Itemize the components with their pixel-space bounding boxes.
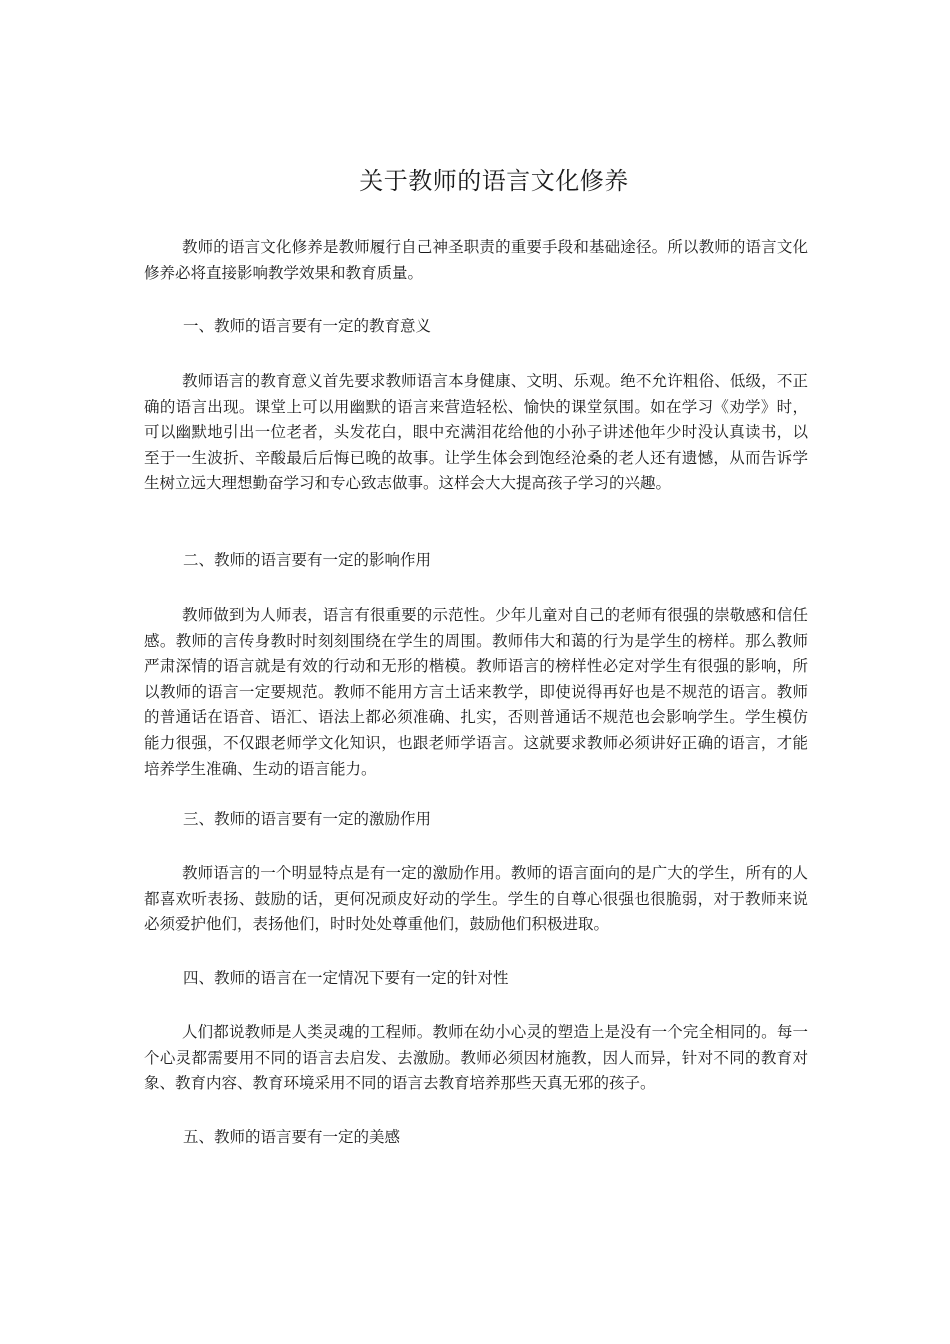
section-body-4: 人们都说教师是人类灵魂的工程师。教师在幼小心灵的塑造上是没有一个完全相同的。每一个心灵都需要用不同的语言去启发、去激励。教师必须因材施教，因人而异，针对不同的教育对象、教育内容、教育环境采用不同的语言去教育培养那些天真无邪的孩子。 xyxy=(144,1023,808,1093)
section-heading-5: 五、教师的语言要有一定的美感 xyxy=(183,1128,401,1146)
page-title: 关于教师的语言文化修养 xyxy=(359,167,629,195)
section-body-1: 教师语言的教育意义首先要求教师语言本身健康、文明、乐观。绝不允许粗俗、低级，不正确的语言出现。课堂上可以用幽默的语言来营造轻松、愉快的课堂氛围。如在学习《劝学》时，可以幽默地引出一位老者，头发花白，眼中充满泪花给他的小孙子讲述他年少时没认真读书，以至于一生波折、辛酸最后后悔已晚的故事。让学生体会到饱经沧桑的老人还有遗憾，从而告诉学生树立远大理想勤奋学习和专心致志做事。这样会大大提高孩子学习的兴趣。 xyxy=(144,372,808,493)
section-heading-2: 二、教师的语言要有一定的影响作用 xyxy=(183,551,432,569)
section-heading-3: 三、教师的语言要有一定的激励作用 xyxy=(183,810,432,828)
section-body-2: 教师做到为人师表，语言有很重要的示范性。少年儿童对自己的老师有很强的崇敬感和信任感。教师的言传身教时时刻刻围绕在学生的周围。教师伟大和蔼的行为是学生的榜样。那么教师严肃深情的语言就是有效的行动和无形的楷模。教师语言的榜样性必定对学生有很强的影响，所以教师的语言一定要规范。教师不能用方言土话来教学，即使说得再好也是不规范的语言。教师的普通话在语音、语汇、语法上都必须准确、扎实，否则普通话不规范也会影响学生。学生模仿能力很强，不仅跟老师学文化知识，也跟老师学语言。这就要求教师必须讲好正确的语言，才能培养学生准确、生动的语言能力。 xyxy=(144,606,808,778)
section-body-3: 教师语言的一个明显特点是有一定的激励作用。教师的语言面向的是广大的学生，所有的人都喜欢听表扬、鼓励的话，更何况顽皮好动的学生。学生的自尊心很强也很脆弱，对于教师来说必须爱护他们，表扬他们，时时处处尊重他们，鼓励他们积极进取。 xyxy=(144,864,808,934)
section-heading-1: 一、教师的语言要有一定的教育意义 xyxy=(183,317,432,335)
section-heading-4: 四、教师的语言在一定情况下要有一定的针对性 xyxy=(183,969,509,987)
intro-paragraph: 教师的语言文化修养是教师履行自己神圣职责的重要手段和基础途径。所以教师的语言文化修养必将直接影响教学效果和教育质量。 xyxy=(144,238,808,282)
